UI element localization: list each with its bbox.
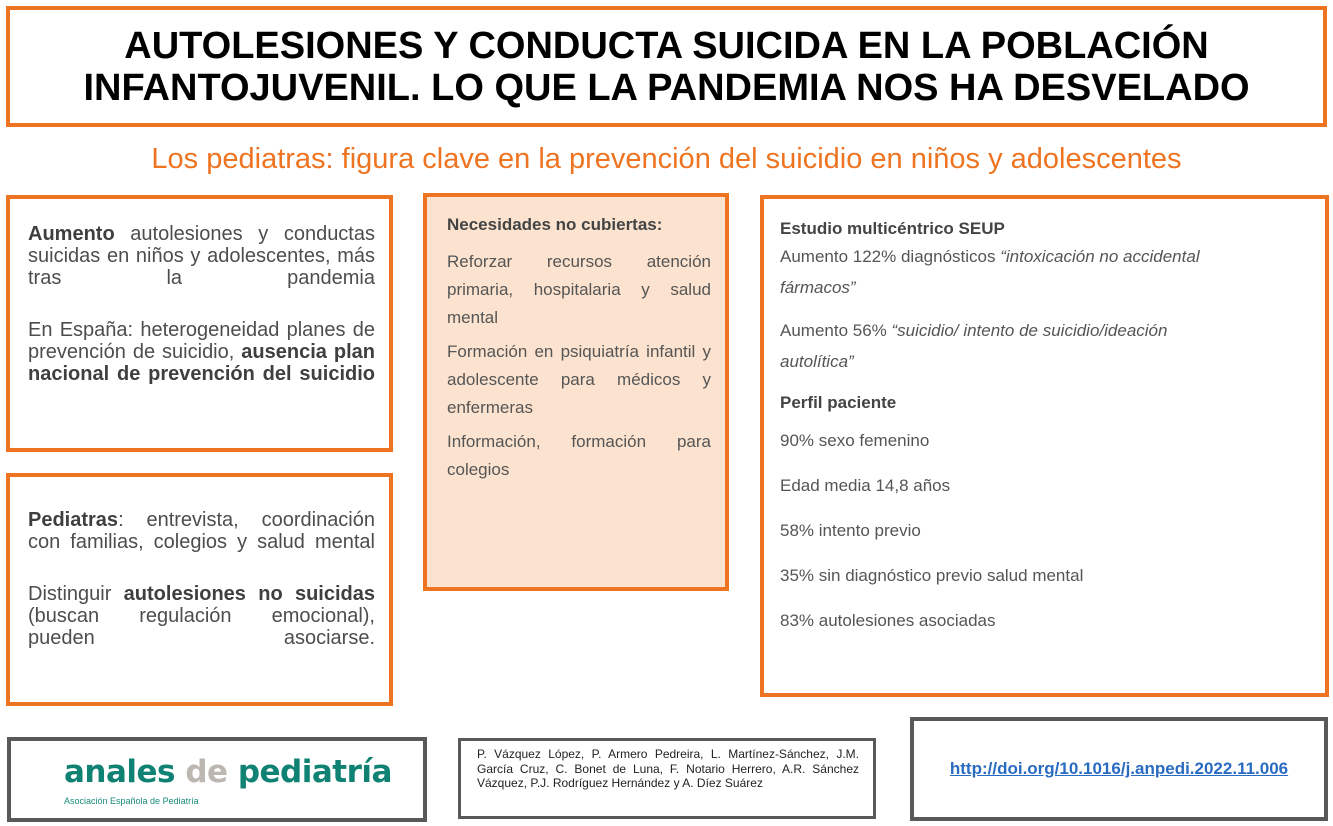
journal-logo: [64, 754, 392, 790]
logo-word-anales: anales: [64, 754, 186, 790]
seup-heading: Estudio multicéntrico SEUP: [780, 219, 1005, 238]
pediatricians-paragraph: [28, 509, 375, 575]
distinguish-text: Distinguir: [28, 583, 124, 605]
stat-intoxication-cont: [780, 272, 1311, 303]
stat-suicide-quote: “suicidio/ intento de suicidio/ideación: [891, 321, 1168, 340]
profile-item: 83% autolesiones asociadas: [780, 611, 996, 630]
profile-item: 90% sexo femenino: [780, 431, 930, 450]
stat-intoxication-prefix: Aumento 122% diagnósticos: [780, 247, 1001, 266]
unmet-needs-title: Necesidades no cubiertas:: [447, 215, 663, 234]
spain-paragraph: [28, 319, 375, 407]
spain-bold: ausencia plan nacional de prevención del suicidio: [28, 341, 375, 385]
stat-suicide-prefix: Aumento 56%: [780, 321, 892, 340]
stat-suicide-cont: [780, 346, 1311, 377]
pediatricians-text: : entrevista, coordinación con familias, colegios y salud mental: [28, 509, 375, 553]
increase-box: [6, 195, 393, 452]
authors-list: P. Vázquez López, P. Armero Pedreira, L. Martínez-Sánchez, J.M. García Cruz, C. Bonet de Luna, F. Notario Herrero, A.R. Sánchez Vázquez, P.J. Rodríguez Hernández y A. Díez Suárez: [477, 747, 859, 790]
poster-title: [83, 25, 1249, 109]
pediatricians-box: [6, 473, 393, 706]
spain-text: En España: heterogeneidad planes de prevención de suicidio,: [28, 319, 375, 363]
authors-box: [458, 738, 876, 819]
unmet-needs-box: [423, 193, 729, 591]
pediatricians-bold: Pediatras: [28, 509, 119, 531]
stat-intoxication-quote: “intoxicación no accidental: [1000, 247, 1200, 266]
title-line-2: INFANTOJUVENIL. LO QUE LA PANDEMIA NOS HA DESVELADO: [83, 66, 1250, 109]
poster-subtitle: Los pediatras: figura clave en la prevención del suicidio en niños y adolescentes: [151, 143, 1182, 175]
distinguish-bold: autolesiones no suicidas: [123, 583, 376, 605]
increase-bold: Aumento: [28, 223, 115, 245]
unmet-need-item: Reforzar recursos atención primaria, hospitalaria y salud mental: [447, 252, 711, 327]
stat-intoxication-quote-end: fármacos”: [780, 278, 856, 297]
logo-word-pediatria: pediatría: [227, 754, 392, 790]
profile-item: 35% sin diagnóstico previo salud mental: [780, 566, 1084, 585]
stat-suicide: [780, 315, 1311, 346]
doi-link[interactable]: http://doi.org/10.1016/j.anpedi.2022.11.006: [949, 759, 1289, 778]
distinguish-rest: (buscan regulación emocional), pueden asociarse.: [28, 605, 375, 649]
journal-logo-box: [7, 737, 427, 822]
increase-text: autolesiones y conductas suicidas en niños y adolescentes, más tras la pandemia: [28, 223, 375, 289]
logo-word-de: de: [185, 754, 228, 790]
title-line-1: AUTOLESIONES Y CONDUCTA SUICIDA EN LA POBLACIÓN: [124, 24, 1209, 67]
seup-study-box: [760, 195, 1329, 697]
title-box: [6, 6, 1327, 127]
doi-box: [910, 717, 1328, 821]
journal-logo-subtitle: Asociación Española de Pediatría: [64, 796, 199, 806]
profile-heading: Perfil paciente: [780, 393, 897, 412]
distinguish-paragraph: [28, 583, 375, 671]
profile-item: 58% intento previo: [780, 521, 921, 540]
increase-paragraph: [28, 223, 375, 311]
stat-intoxication: [780, 241, 1311, 272]
profile-item: Edad media 14,8 años: [780, 476, 951, 495]
unmet-need-item: Información, formación para colegios: [447, 432, 711, 479]
unmet-need-item: Formación en psiquiatría infantil y adolescente para médicos y enfermeras: [447, 342, 711, 417]
stat-suicide-quote-end: autolítica”: [780, 352, 854, 371]
